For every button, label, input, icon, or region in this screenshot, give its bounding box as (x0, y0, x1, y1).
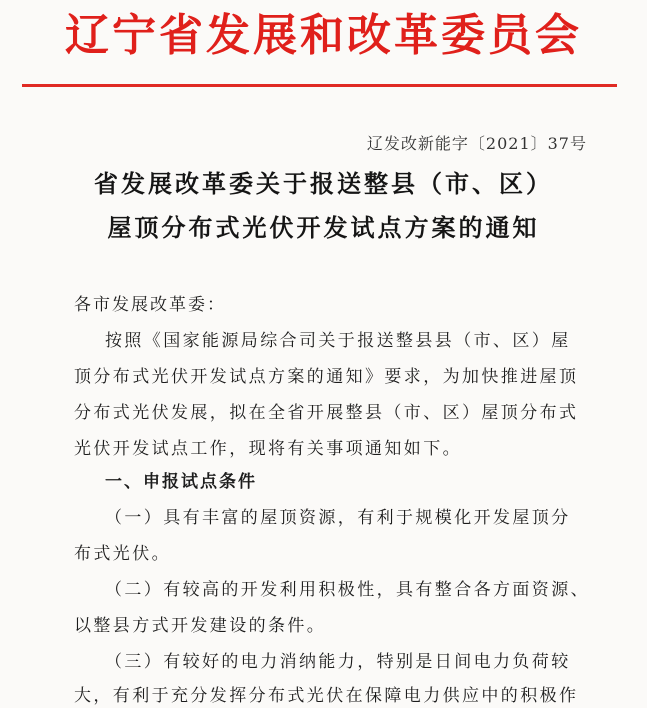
item2-line-1: （二）有较高的开发利用积极性，具有整合各方面资源、 (105, 580, 590, 600)
para1-line-3: 分布式光伏发展，拟在全省开展整县（市、区）屋顶分布式 (74, 403, 579, 423)
item3-line-1: （三）有较好的电力消纳能力，特别是日间电力负荷较 (105, 652, 571, 672)
item2-line-2: 以整县方式开发建设的条件。 (74, 616, 327, 636)
para1-line-1: 按照《国家能源局综合司关于报送整县县（市、区）屋 (105, 331, 571, 351)
item1-line-2: 布式光伏。 (74, 544, 171, 564)
section-heading-1: 一、申报试点条件 (105, 472, 257, 492)
item1-line-1: （一）具有丰富的屋顶资源，有利于规模化开发屋顶分 (105, 508, 571, 528)
para1-line-4: 光伏开发试点工作，现将有关事项通知如下。 (74, 439, 462, 459)
para1-line-2: 顶分布式光伏开发试点方案的通知》要求，为加快推进屋顶 (74, 367, 579, 387)
salutation: 各市发展改革委： (74, 295, 226, 315)
document-number: 辽发改新能字〔2021〕37号 (366, 134, 587, 153)
masthead-title: 辽宁省发展和改革委员会 (65, 10, 582, 61)
notice-title-line-1: 省发展改革委关于报送整县（市、区） (94, 169, 553, 198)
red-divider-rule (22, 84, 617, 87)
item3-line-2: 大，有利于充分发挥分布式光伏在保障电力供应中的积极作 (74, 686, 579, 706)
notice-title-line-2: 屋顶分布式光伏开发试点方案的通知 (107, 213, 540, 242)
